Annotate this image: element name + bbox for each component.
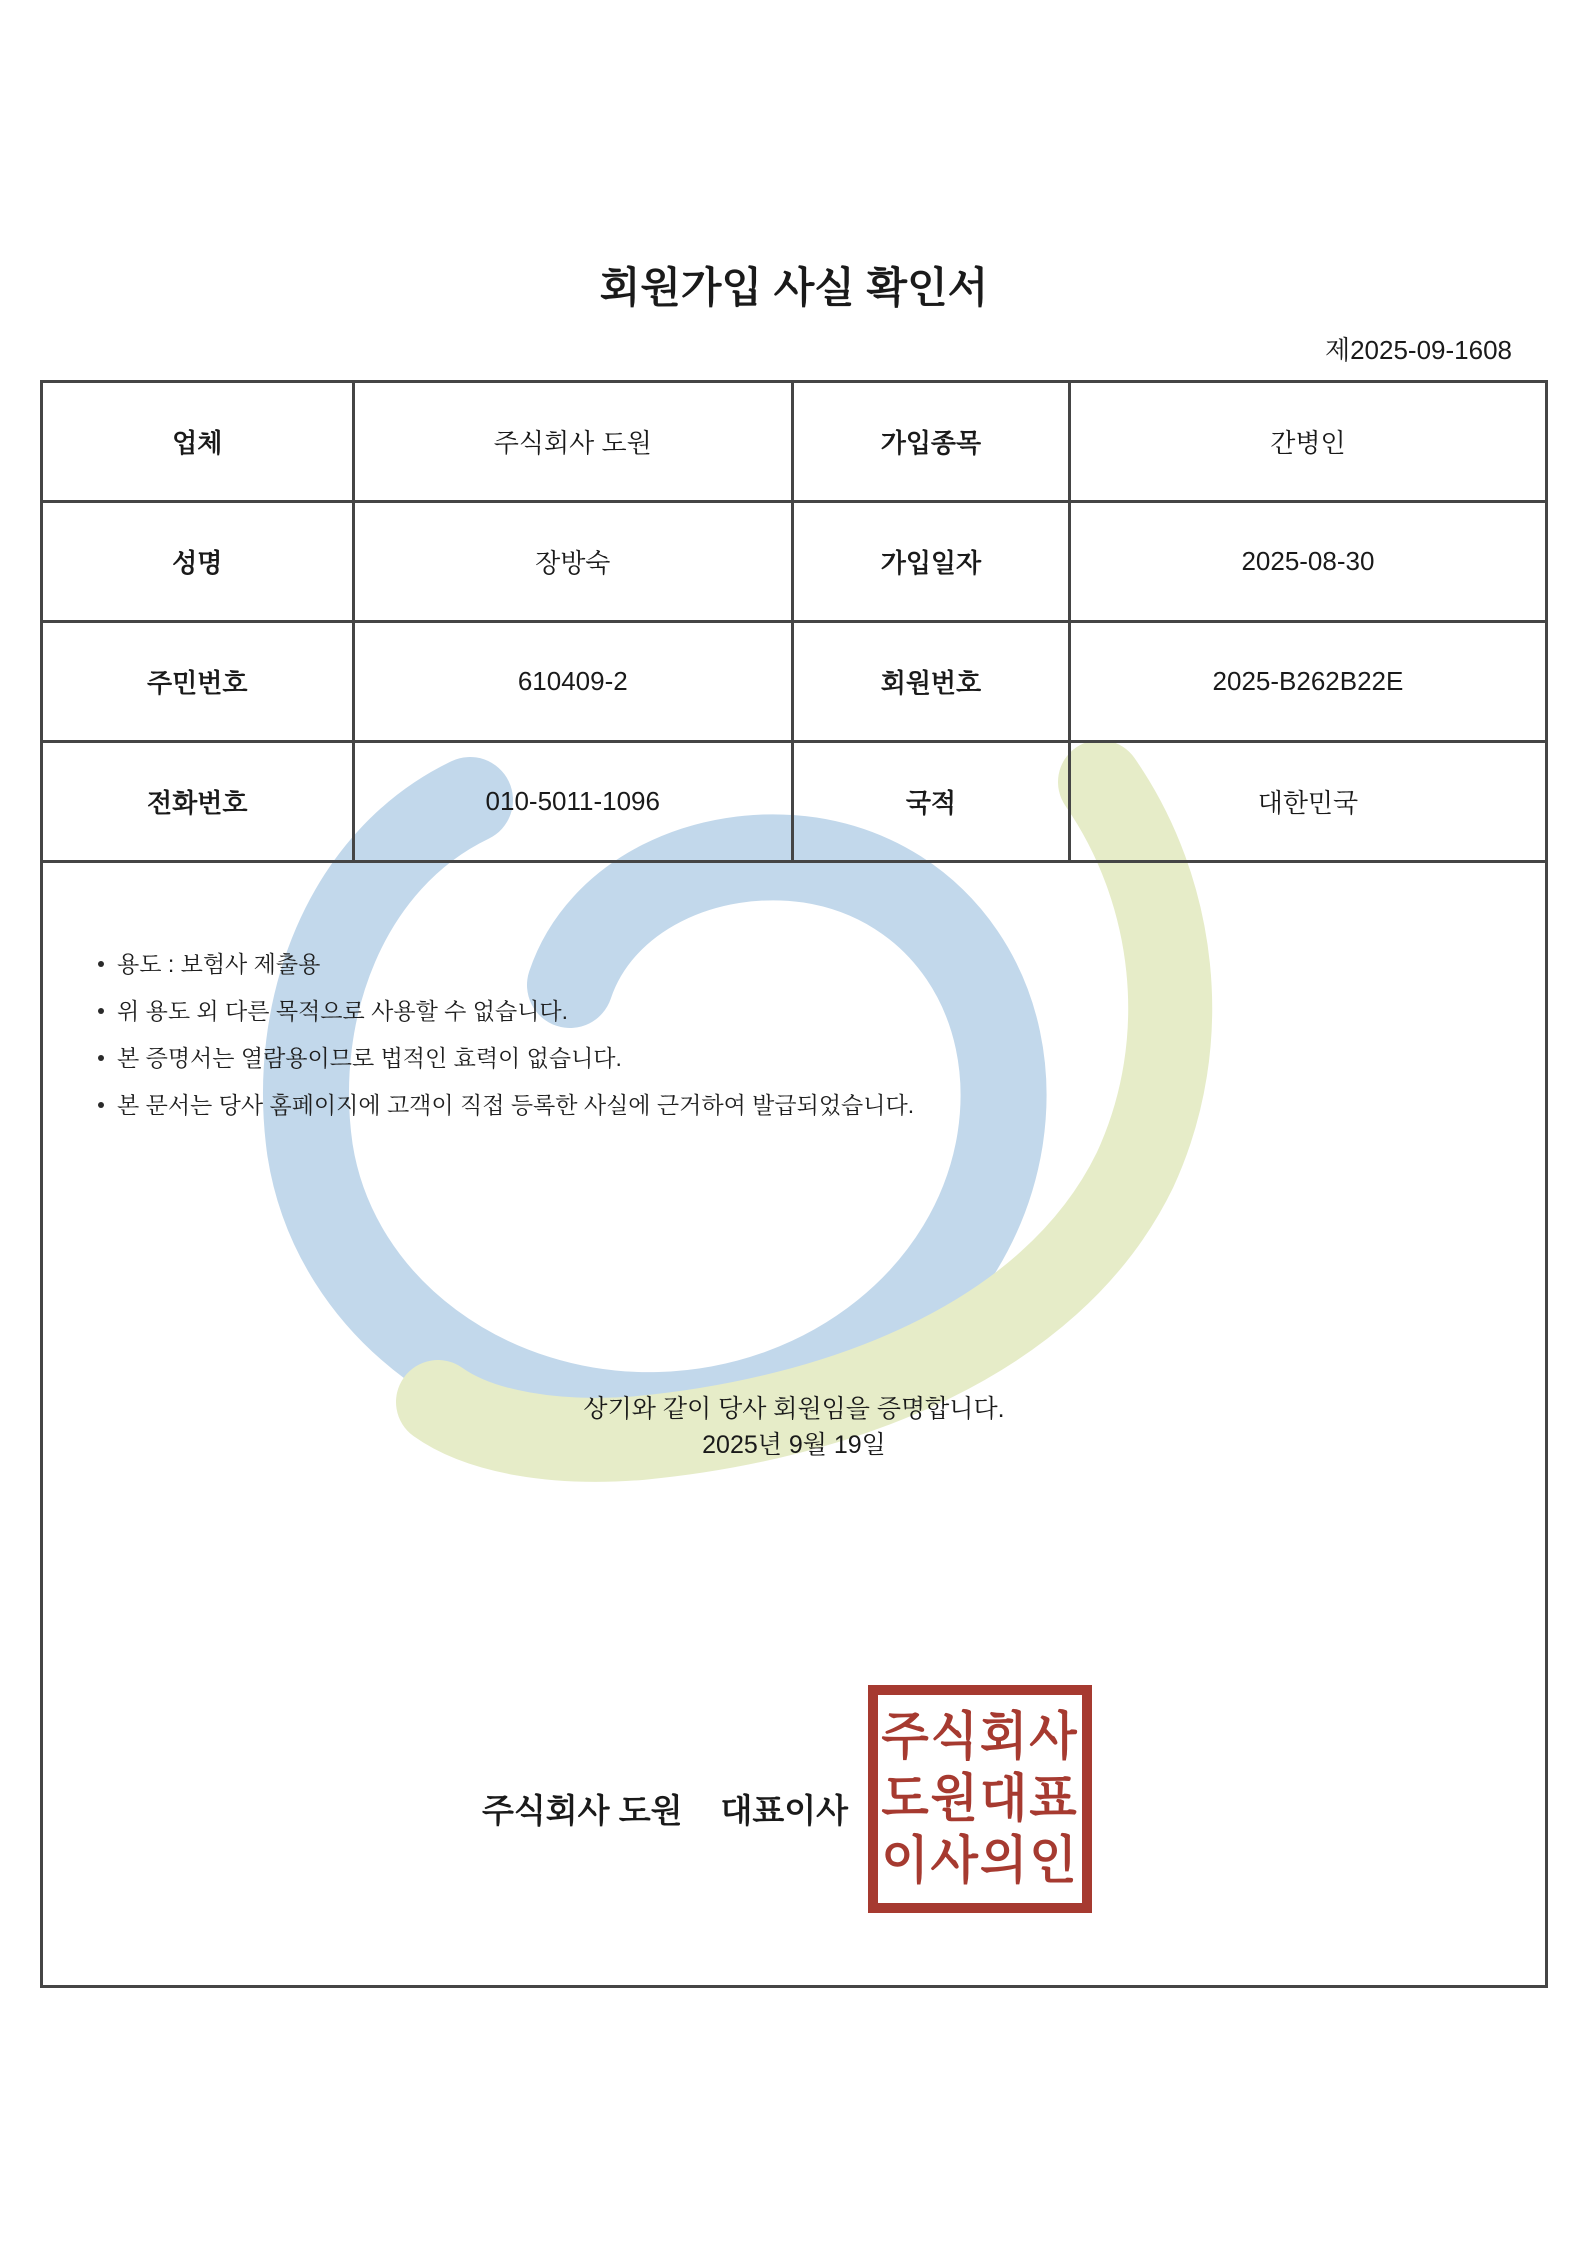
label-resident-number: 주민번호 bbox=[42, 622, 354, 742]
label-company: 업체 bbox=[42, 382, 354, 502]
table-row-notes-area bbox=[42, 862, 1547, 1987]
note-item bbox=[98, 1043, 914, 1073]
note-text: 본 증명서는 열람용이므로 법적인 효력이 없습니다. bbox=[117, 1045, 622, 1071]
certification-date: 2025년 9월 19일 bbox=[702, 1431, 886, 1459]
corporate-seal-stamp bbox=[868, 1685, 1092, 1913]
value-membership-type: 간병인 bbox=[1069, 382, 1546, 502]
stamp-text-line: 도원대표 bbox=[881, 1770, 1079, 1828]
certification-statement bbox=[43, 1391, 1545, 1463]
label-name: 성명 bbox=[42, 502, 354, 622]
label-nationality: 국적 bbox=[792, 742, 1069, 862]
member-info-table bbox=[40, 380, 1548, 1988]
table-row-name bbox=[42, 502, 1547, 622]
note-item bbox=[98, 949, 914, 979]
value-company: 주식회사 도원 bbox=[353, 382, 792, 502]
table-row-resident-number bbox=[42, 622, 1547, 742]
page-title: 회원가입 사실 확인서 bbox=[599, 264, 989, 311]
table-row-phone bbox=[42, 742, 1547, 862]
label-member-number: 회원번호 bbox=[792, 622, 1069, 742]
bullet-dot-icon bbox=[98, 1055, 104, 1061]
value-join-date: 2025-08-30 bbox=[1069, 502, 1546, 622]
table-row-company bbox=[42, 382, 1547, 502]
signature-ceo-title: 대표이사 bbox=[720, 1792, 848, 1829]
label-membership-type: 가입종목 bbox=[792, 382, 1069, 502]
value-phone: 010-5011-1096 bbox=[353, 742, 792, 862]
notes-area-cell bbox=[42, 862, 1547, 1987]
bullet-dot-icon bbox=[98, 1008, 104, 1014]
value-nationality: 대한민국 bbox=[1069, 742, 1546, 862]
signature-company: 주식회사 도원 bbox=[482, 1792, 683, 1829]
document-number: 제2025-09-1608 bbox=[1324, 335, 1512, 365]
value-member-number: 2025-B262B22E bbox=[1069, 622, 1546, 742]
certification-line1: 상기와 같이 당사 회원임을 증명합니다. bbox=[583, 1395, 1005, 1423]
label-phone: 전화번호 bbox=[42, 742, 354, 862]
note-item bbox=[98, 1090, 914, 1120]
note-item bbox=[98, 996, 914, 1026]
stamp-text-line: 주식회사 bbox=[881, 1708, 1079, 1766]
note-text: 본 문서는 당사 홈페이지에 고객이 직접 등록한 사실에 근거하여 발급되었습니다. bbox=[117, 1092, 915, 1118]
bullet-dot-icon bbox=[98, 1102, 104, 1108]
note-text: 위 용도 외 다른 목적으로 사용할 수 없습니다. bbox=[117, 998, 569, 1024]
value-name: 장방숙 bbox=[353, 502, 792, 622]
notes-list bbox=[98, 949, 914, 1137]
stamp-text-line: 이사의인 bbox=[881, 1832, 1079, 1890]
label-join-date: 가입일자 bbox=[792, 502, 1069, 622]
signature-line bbox=[43, 1785, 848, 1832]
bullet-dot-icon bbox=[98, 961, 104, 967]
value-resident-number: 610409-2 bbox=[353, 622, 792, 742]
note-text: 용도 : 보험사 제출용 bbox=[117, 951, 321, 977]
